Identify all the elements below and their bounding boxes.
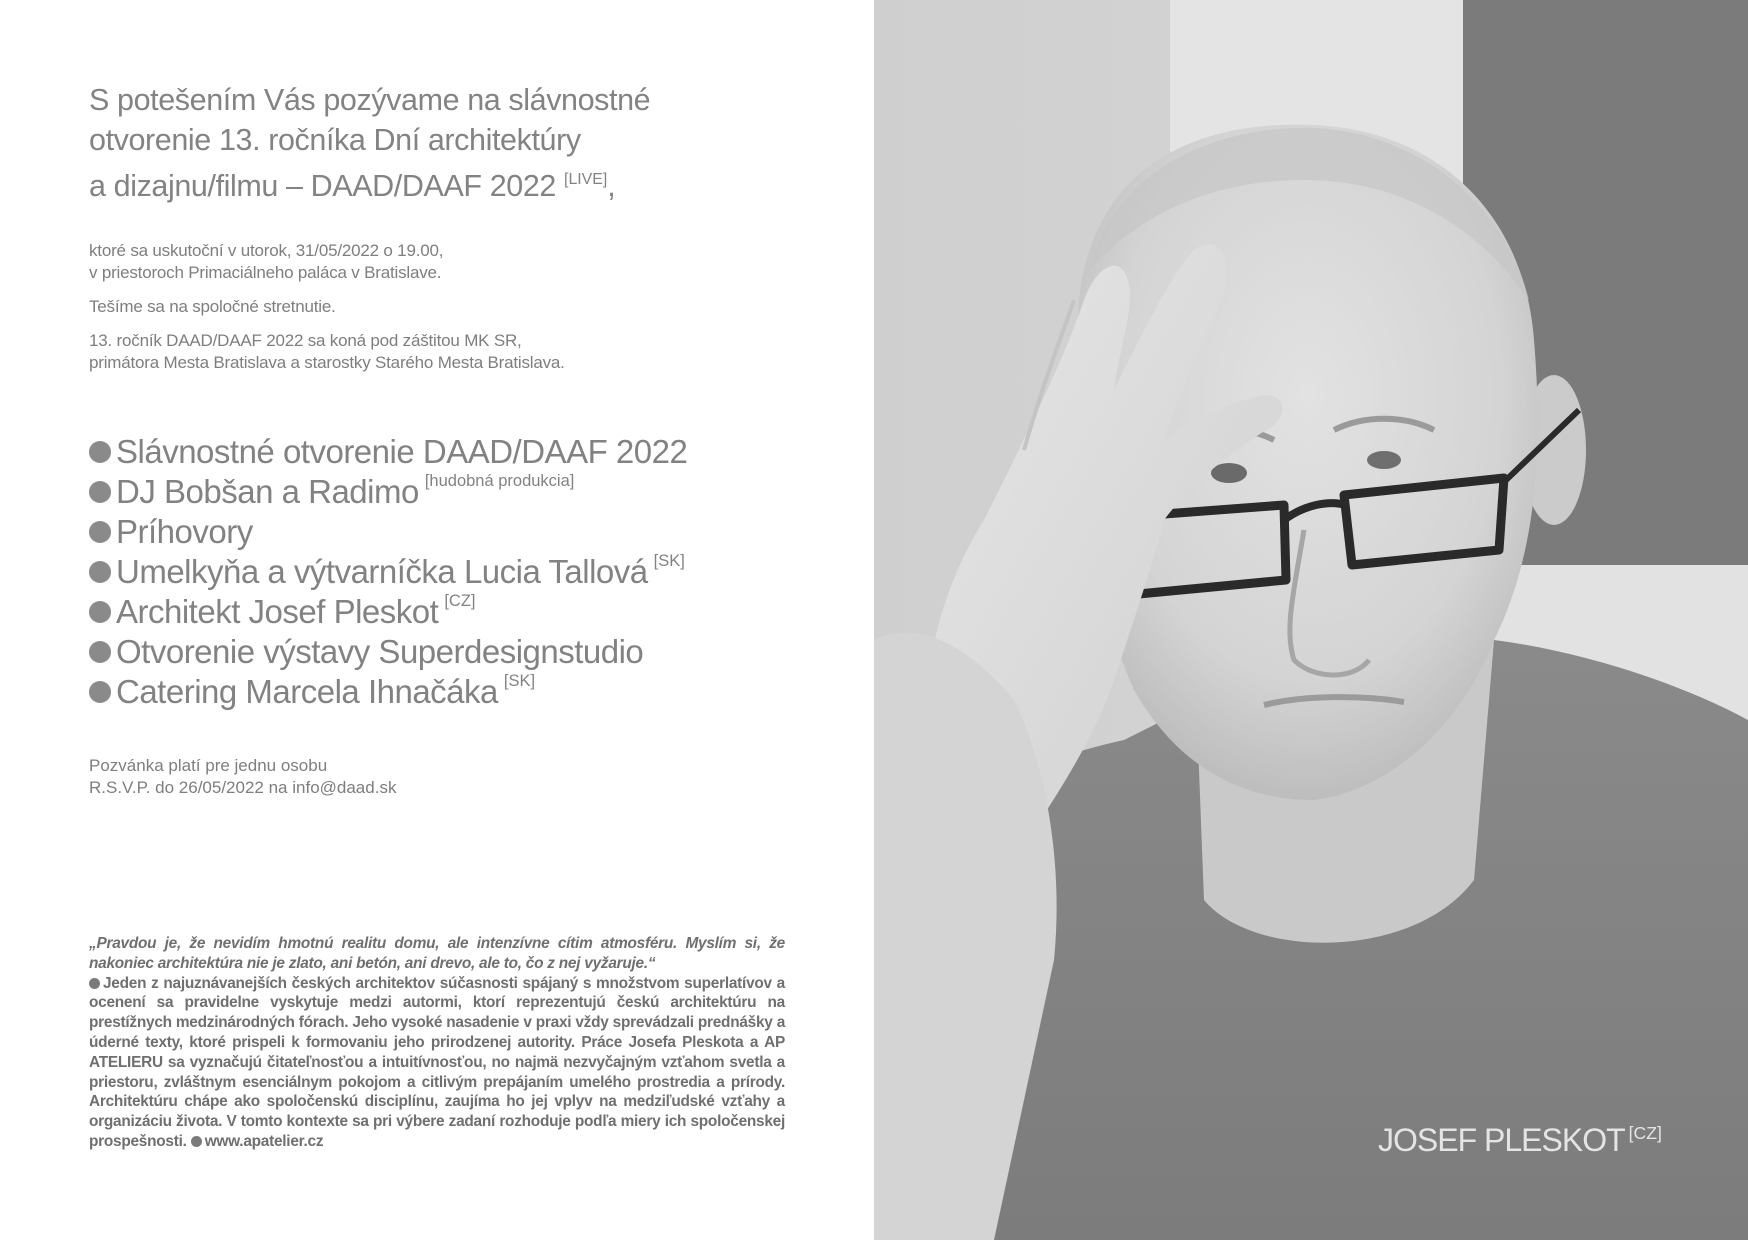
program-item-tag: [SK]	[503, 672, 536, 691]
patronage-line-1: 13. ročník DAAD/DAAF 2022 sa koná pod záštitou MK SR,	[89, 331, 522, 350]
live-tag: [LIVE]	[564, 171, 608, 188]
bullet-dot-icon	[89, 641, 111, 663]
program-item	[89, 632, 809, 672]
portrait-caption-tag: [CZ]	[1628, 1122, 1662, 1143]
program-item-tag: [SK]	[653, 552, 685, 571]
rsvp-email-link[interactable]: info@daad.sk	[292, 778, 397, 797]
heading-line-3	[89, 160, 809, 206]
portrait-caption-name: JOSEF PLESKOT	[1378, 1122, 1625, 1158]
rsvp-deadline	[89, 777, 396, 799]
portrait-caption	[1378, 1122, 1662, 1159]
portrait-image	[874, 0, 1748, 1240]
program-item-label: Príhovory	[116, 513, 253, 550]
program-item-label: DJ Bobšan a Radimo	[116, 473, 419, 510]
patronage-line-2: primátora Mesta Bratislava a starostky Starého Mesta Bratislava.	[89, 353, 565, 372]
heading-line-3-text: a dizajnu/filmu – DAAD/DAAF 2022	[89, 168, 556, 203]
rsvp-note	[89, 755, 396, 799]
event-date-line: ktoré sa uskutoční v utorok, 31/05/2022 o 19.00,	[89, 241, 444, 260]
bullet-dot-icon	[89, 561, 111, 583]
bullet-dot-icon	[89, 481, 111, 503]
heading-comma: ,	[607, 168, 616, 203]
bullet-dot-icon	[89, 601, 111, 623]
program-item-label: Otvorenie výstavy Superdesignstudio	[116, 633, 644, 670]
program-item-label: Architekt Josef Pleskot	[116, 593, 439, 630]
program-item	[89, 472, 809, 512]
rsvp-single-person: Pozvánka platí pre jednu osobu	[89, 756, 328, 775]
invitation-heading	[89, 80, 809, 206]
event-info	[89, 240, 789, 386]
program-item-tag: [CZ]	[444, 592, 476, 611]
architect-bio	[89, 934, 785, 1152]
portrait-photo	[874, 0, 1748, 1240]
bullet-dot-icon	[89, 681, 111, 703]
rsvp-deadline-text: R.S.V.P. do 26/05/2022 na	[89, 778, 293, 797]
program-item-label: Slávnostné otvorenie DAAD/DAAF 2022	[116, 433, 688, 470]
event-when-where	[89, 240, 789, 284]
program-item-label: Umelkyňa a výtvarníčka Lucia Tallová	[116, 553, 648, 590]
architect-bio-text: Jeden z najuznávanejších českých architektov súčasnosti spájaný s množstvom superlatívov a ocenení sa pravidelne vyskytuje medzi autormi, ktorí reprezentujú českú architektúru na prestížnych medzinárodných fórach. Jeho vysoké nasadenie v praxi vždy sprevádzali prednášky a úderné texty, ktoré prispeli k formovaniu jeho prirodzenej autority. Práce Josefa Pleskota a AP ATELIERU sa vyznačujú čitateľnosťou a intuitívnosťou, no najmä nezvyčajným vzťahom svetla a priestoru, zvláštnym esenciálnym pokojom a citlivým prepájaním umelého prostredia a prírody. Architektúru chápe ako spoločenskú disciplínu, zaujíma ho jej vplyv na medziľudské vzťahy a organizáciu života. V tomto kontexte sa pri výbere zadaní rozhoduje podľa miery ich spoločenskej prospešnosti.	[89, 974, 785, 1150]
event-venue-line: v priestoroch Primaciálneho paláca v Bratislave.	[89, 263, 442, 282]
bullet-dot-icon	[89, 521, 111, 543]
bullet-dot-icon	[89, 978, 100, 989]
program-item	[89, 672, 809, 712]
program-item	[89, 592, 809, 632]
heading-line-1: S potešením Vás pozývame na slávnostné	[89, 83, 651, 117]
heading-line-2: otvorenie 13. ročníka Dní architektúry	[89, 123, 581, 157]
program-item	[89, 512, 809, 552]
event-patronage	[89, 330, 789, 374]
bullet-dot-icon	[191, 1136, 202, 1147]
event-greeting: Tešíme sa na spoločné stretnutie.	[89, 297, 336, 316]
website-link[interactable]: www.apatelier.cz	[204, 1132, 324, 1150]
program-item-tag: [hudobná produkcia]	[424, 472, 575, 491]
program-item-label: Catering Marcela Ihnačáka	[116, 673, 498, 710]
architect-quote: „Pravdou je, že nevidím hmotnú realitu domu, ale intenzívne cítim atmosféru. Myslím si, že nakoniec architektúra nie je zlato, ani betón, ani drevo, ale to, čo z nej vyžaruje.“	[89, 935, 785, 972]
program-list	[89, 432, 809, 712]
bullet-dot-icon	[89, 441, 111, 463]
